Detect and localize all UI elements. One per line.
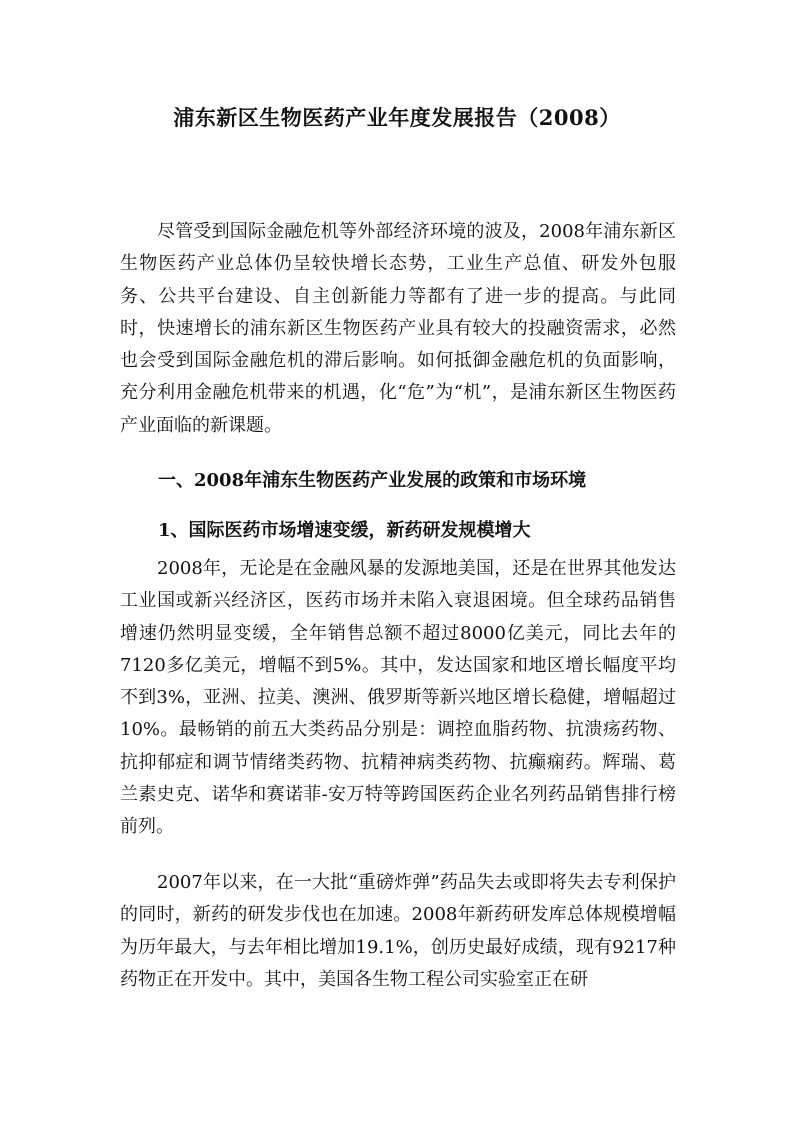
intro-paragraph: 尽管受到国际金融危机等外部经济环境的波及，2008年浦东新区生物医药产业总体仍呈较快增长态势，工业生产总值、研发外包服务、公共平台建设、自主创新能力等都有了进一步的提高。与此同时，快速增长的浦东新区生物医药产业具有较大的投融资需求，必然也会受到国际金融危机的滞后影响。如何抵御金融危机的负面影响，充分利用金融危机带来的机遇，化“危”为“机”，是浦东新区生物医药产业面临的新课题。 (120, 221, 676, 436)
market-paragraph: 2008年，无论是在金融风暴的发源地美国，还是在世界其他发达工业国或新兴经济区，医药市场并未陷入衰退困境。但全球药品销售增速仍然明显变缓，全年销售总额不超过8000亿美元，同比去年的7120多亿美元，增幅不到5%。其中，发达国家和地区增长幅度平均不到3%，亚洲、拉美、澳洲、俄罗斯等新兴地区增长稳健，增幅超过10%。最畅销的前五大类药品分别是：调控血脂药物、抗溃疡药物、抗抑郁症和调节情绪类药物、抗精神病类药物、抗癫痫药。辉瑞、葛兰素史克、诺华和赛诺菲-安万特等跨国医药企业名列药品销售排行榜前列。 (120, 558, 676, 838)
section-heading: 一、2008年浦东生物医药产业发展的政策和市场环境 (158, 470, 587, 491)
rnd-paragraph: 2007年以来，在一大批“重磅炸弹”药品失去或即将失去专利保护的同时，新药的研发步伐也在加速。2008年新药研发库总体规模增幅为历年最大，与去年相比增加19.1%，创历史最好成绩，现有9217种药物正在开发中。其中，美国各生物工程公司实验室正在研 (120, 872, 676, 990)
subsection-heading: 1、国际医药市场增速变缓，新药研发规模增大 (158, 520, 531, 541)
document-title: 浦东新区生物医药产业年度发展报告（2008） (173, 105, 621, 130)
